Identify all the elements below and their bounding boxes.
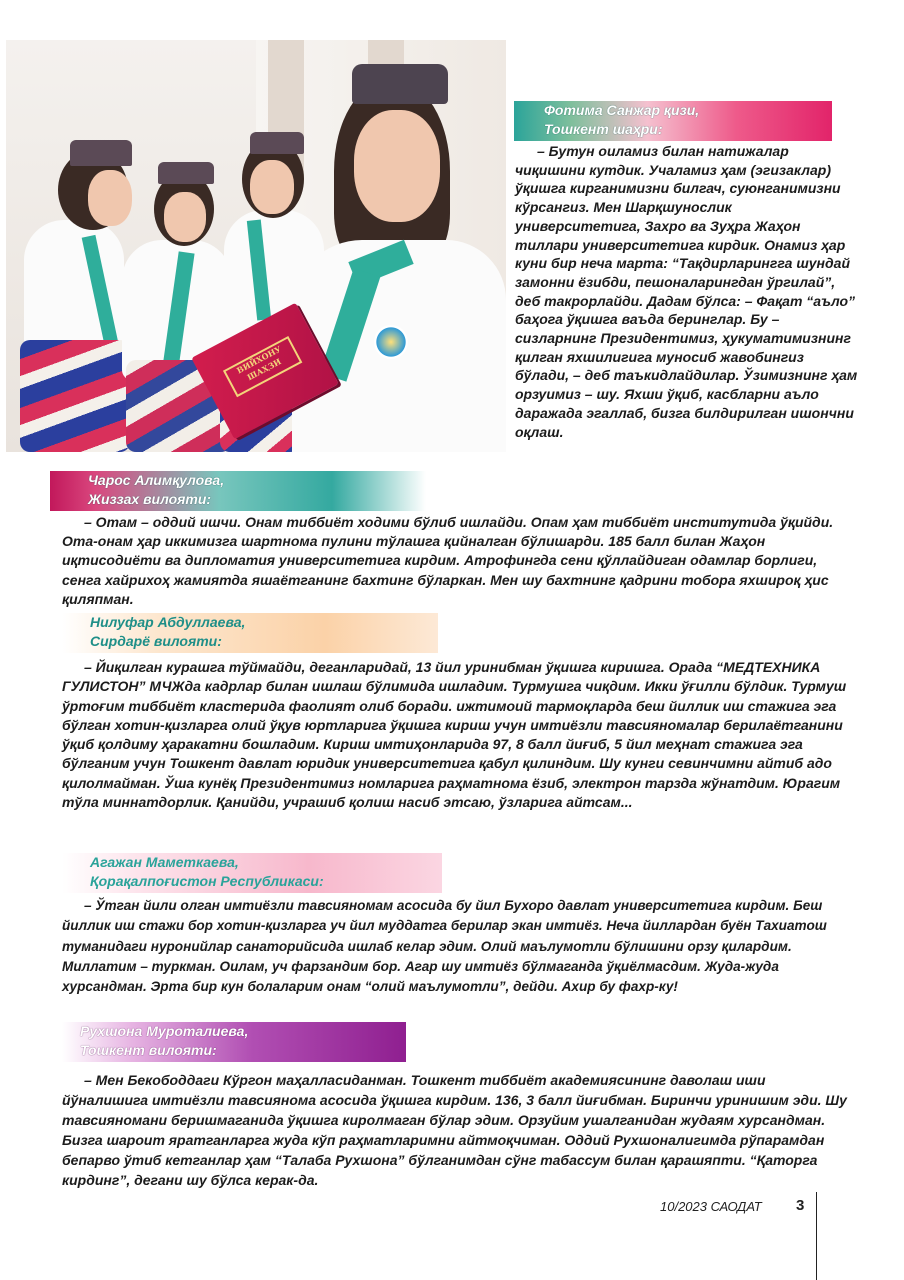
name-banner xyxy=(514,101,832,141)
quote-text: – Ўтган йили олган имтиёзли тавсияномам асосида бу йил Бухоро давлат университетига кирдим. Беш йиллик иш стажи бор хотин-қизларга уч йил муддатга берилар экан имтиёз. Неча йиллардан буён Тахиатош туманидаги нуронийлар санаторийсида ишлаб келар эдим. Олий маълумотли бўлишини орзу қилардим. Миллатим – туркман. Оилам, уч фарзандим бор. Агар шу имтиёз бўлмаганда ўқиёлмасдим. Жуда-жуда хурсандман. Эрта бир кун болаларим онам “олий маълумотли”, дейди. Ахир бу фахр-ку! xyxy=(62,898,827,995)
person-name: Агажан Маметкаева, xyxy=(90,854,239,870)
name-banner xyxy=(62,1022,406,1062)
person-name: Нилуфар Абдуллаева, xyxy=(90,614,246,630)
quote-text: – Йиқилган курашга тўймайди, деганларидай, 13 йил уринибман ўқишга киришга. Орада “МЕДТЕХНИКА ГУЛИСТОН” МЧЖда кадрлар билан ишлаш бўлимида ишладим. Турмушга чиқдим. Икки ўғилли бўлдик. Турмуш ўртоғим тиббиёт кластерида фаолият олиб боради. ижтимоий тармоқларда беш йиллик иш стажига эга бўлган хотин-қизларга олий ўқув юртларига ўқишга кириш учун имтиёзли тавсияномалар берилаётганини ўқиб қолдиму ҳаракатни бошладим. Кириш имтиҳонларида 97, 8 балл йиғиб, 5 йил меҳнат стажига эга бўлганим учун Тошкент давлат юридик университетига қабул қилиндим. Шу кунги севинчимни айтиб адо қилолмайман. Ўша кунёқ Президентимиз номларига раҳматнома ёзиб, электрон тарзда жўнатдим. Юрагим тўла миннатдорлик. Қанийди, учрашиб қолиш насиб этсаю, ўзларига айтсам... xyxy=(62,659,847,811)
name-banner xyxy=(50,471,426,511)
person-name: Фотима Санжар қизи, xyxy=(544,102,700,118)
name-banner xyxy=(62,853,442,893)
quote-text: – Мен Бекободдаги Кўргон маҳалласиданман. Тошкент тиббиёт академиясининг даволаш иши йўналишига имтиёзли тавсиянома асосида ўқишга кирдим. 136, 3 балл йиғибман. Биринчи уринишим эди. Шу тавсияномани беришмаганида ўқишга киролмаган бўлар эдим. Орзуйим ушалганидан жудаям хурсандман. Бизга шароит яратганларга жуда кўп раҳматларимни айтмоқчиман. Оддий Рухшоналигимда рўпарамдан бепарво ўтиб кетганлар ҳам “Талаба Рухшона” бўлганимдан сўнг табассум билан қарашяпти. “Қаторга кирдинг”, дегани шу бўлса керак-да. xyxy=(62,1072,847,1188)
school-emblem-badge xyxy=(374,325,408,359)
issue-label: 10/2023 САОДАТ xyxy=(660,1199,762,1214)
footer-divider xyxy=(816,1192,817,1280)
person-region: Жиззах вилояти: xyxy=(88,491,212,507)
person-region: Тошкент шаҳри: xyxy=(544,121,663,137)
person-region: Сирдарё вилояти: xyxy=(90,633,222,649)
students-photo xyxy=(6,40,506,452)
quote-text: – Отам – оддий ишчи. Онам тиббиёт ходими бўлиб ишлайди. Опам ҳам тиббиёт институтида ўқийди. Ота-онам ҳар иккимизга шартнома пулини тўлашга қийналган бўлишарди. 185 балл билан Жаҳон иқтисодиёти ва дипломатия университетига кирдим. Атрофингда сени қўллайдиган одамлар борлиги, сенга хайрихоҳ жамиятда яшаётганинг бахтинг бўларкан. Мен шу бахтнинг қадрини тобора яхшироқ ҳис қиляпман. xyxy=(62,514,834,607)
name-banner xyxy=(62,613,438,653)
person-name: Чарос Алимқулова, xyxy=(88,472,225,488)
book-cover-title: ВИЙХОНУ ШАҲЗИ xyxy=(223,336,302,397)
person-name: Рухшона Муроталиева, xyxy=(80,1023,249,1039)
person-region: Қорақалпоғистон Республикаси: xyxy=(90,873,324,889)
quote-text: – Бутун оиламиз билан натижалар чиқишини кутдик. Учаламиз ҳам (эгизаклар) ўқишга кирганимизни билгач, суюнганимизни кўрсангиз. Мен Шарқшунослик университетига, Захро ва Зуҳра Жаҳон тиллари университетига кирдик. Онамиз ҳар куни бир неча марта: “Тақдирларингга шундай замонни ёзибди, пешоналарингдан ўргилай”, деб такрорлайди. Дадам бўлса: – Фақат “аъло” баҳога ўқишга ваъда беринглар. Бу – сизларнинг Президентимиз, ҳукуматимизнинг қилган яхшилигига муносиб жавобингиз бўлади, – деб таъкидлайдилар. Ўзимизнинг ҳам орзуимиз – шу. Яхши ўқиб, касбларни аъло даражада эгаллаб, бизга билдирилган ишончни оқлаш. xyxy=(515,143,858,440)
person-region: Тошкент вилояти: xyxy=(80,1042,217,1058)
page-number: 3 xyxy=(796,1197,805,1214)
